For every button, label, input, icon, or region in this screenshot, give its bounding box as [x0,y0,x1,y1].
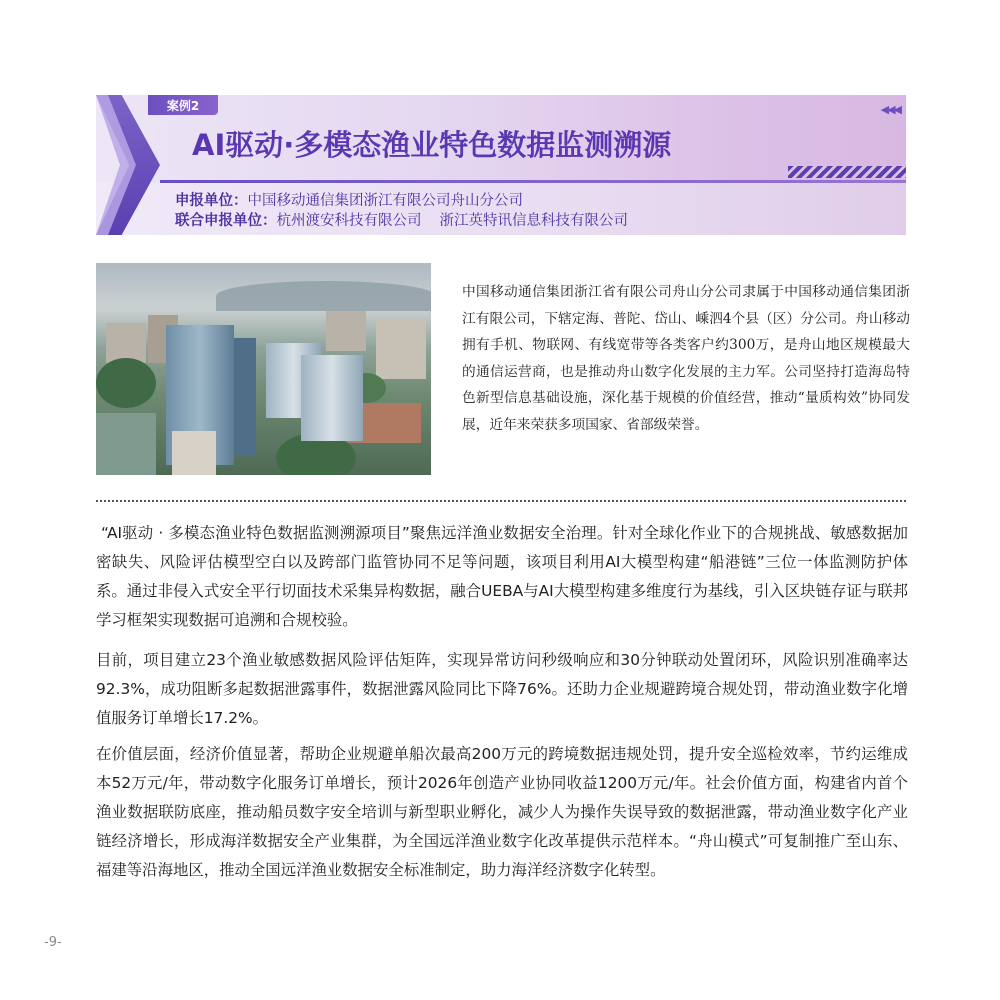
co-applicant-name-1: 杭州渡安科技有限公司 [276,213,422,229]
title-underline [160,180,906,183]
case-banner [96,95,906,235]
paragraph-overview [96,519,908,635]
page-title: AI驱动·多模态渔业特色数据监测溯源 [192,128,672,162]
company-intro: 中国移动通信集团浙江省有限公司舟山分公司隶属于中国移动通信集团浙江有限公司，下辖定海、普陀、岱山、嵊泗4个县（区）分公司。舟山移动拥有手机、物联网、有线宽带等各类客户约300万，是舟山地区规模最大的通信运营商，也是推动舟山数字化发展的主力军。公司坚持打造海岛特色新型信息基础设施，深化基于规模的价值经营，推动“量质构效”协同发展，近年来荣获多项国家、省部级荣誉。 [462,284,910,433]
applicant-line [175,189,523,210]
company-building-photo [96,263,431,475]
co-applicant-line [175,209,628,230]
co-applicant-name-2: 浙江英特讯信息科技有限公司 [439,213,628,229]
applicant-label: 申报单位： [175,193,248,209]
striped-decoration [788,166,906,178]
page-number: -9- [44,935,62,950]
paragraph-overview-text: “AI驱动 · 多模态渔业特色数据监测溯源项目”聚焦远洋渔业数据安全治理。针对全球化作业下的合规挑战、敏感数据加密缺失、风险评估模型空白以及跨部门监管协同不足等问题，该项目利用AI大模型构建“船港链”三位一体监测防护体系。通过非侵入式安全平行切面技术采集异构数据，融合UEBA与AI大模型构建多维度行为基线，引入区块链存证与联邦学习框架实现数据可追溯和合规校验。 [96,524,908,629]
dotted-divider [96,500,906,502]
case-tag: 案例2 [148,95,218,115]
paragraph-results: 目前，项目建立23个渔业敏感数据风险评估矩阵，实现异常访问秒级响应和30分钟联动处置闭环，风险识别准确率达92.3%，成功阻断多起数据泄露事件，数据泄露风险同比下降76%。还助力企业规避跨境合规处罚，带动渔业数字化增值服务订单增长17.2%。 [96,651,908,727]
applicant-name: 中国移动通信集团浙江有限公司舟山分公司 [247,193,523,209]
co-applicant-label: 联合申报单位： [175,213,277,229]
triple-arrow-icon: ◀◀◀ [880,103,900,116]
paragraph-value: 在价值层面，经济价值显著，帮助企业规避单船次最高200万元的跨境数据违规处罚，提升安全巡检效率，节约运维成本52万元/年，带动数字化服务订单增长，预计2026年创造产业协同收益1200万元/年。社会价值方面，构建省内首个渔业数据联防底座，推动船员数字安全培训与新型职业孵化，减少人为操作失误导致的数据泄露，带动渔业数字化产业链经济增长，形成海洋数据安全产业集群，为全国远洋渔业数字化改革提供示范样本。“舟山模式”可复制推广至山东、福建等沿海地区，推动全国远洋渔业数据安全标准制定，助力海洋经济数字化转型。 [96,745,908,879]
